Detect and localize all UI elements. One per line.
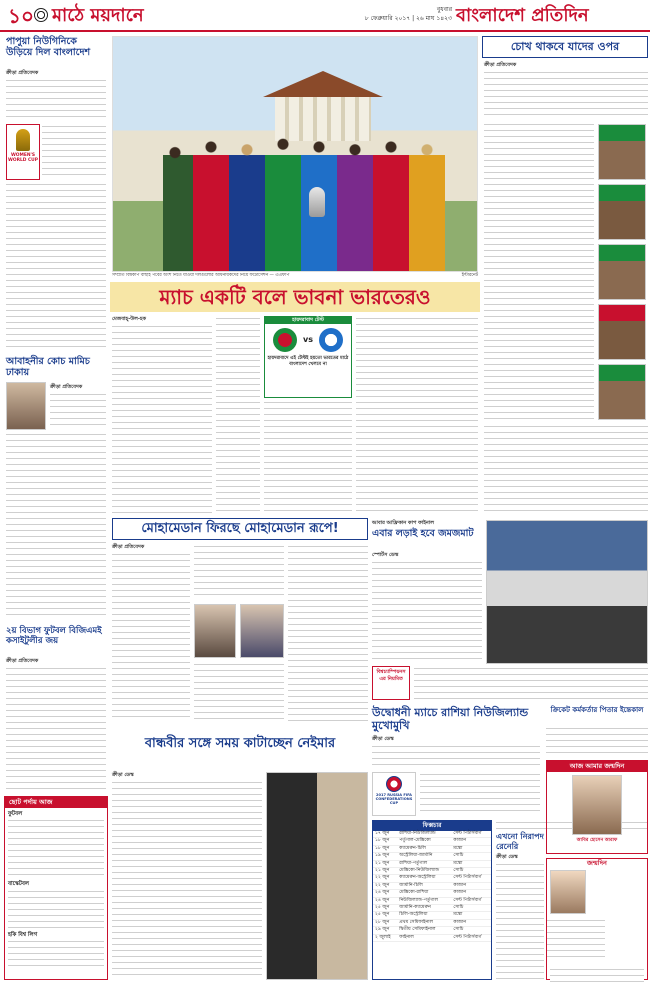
reneri-headline: এখনো নিরাপদ রেনেরি: [496, 832, 544, 851]
fixture-date: ২৫ জুন: [373, 912, 397, 919]
fixture-row: [373, 912, 491, 919]
russia-body-2: [420, 772, 540, 816]
birthday-box: [546, 760, 648, 854]
chokh-headline: চোখ থাকবে যাদের ওপর: [510, 40, 620, 53]
fixture-row: [373, 890, 491, 897]
coach-byline: ক্রীড়া প্রতিবেদক: [50, 384, 83, 390]
banner-byline: মেজবাহ্-উল-হক: [112, 316, 147, 322]
fixture-date: ২৪ জুন: [373, 890, 397, 897]
chokh-body-2: [484, 122, 594, 422]
russia-byline: ক্রীড়া ডেস্ক: [372, 736, 394, 742]
schedule-title: ছোট পর্দায় আজ: [5, 797, 107, 808]
russia-body: [372, 744, 540, 768]
bd-flag-icon: [273, 328, 297, 352]
mohamedan-byline: ক্রীড়া প্রতিবেদক: [112, 544, 145, 550]
fixture-row: [373, 934, 491, 941]
fixture-venue: সোচি: [451, 927, 491, 934]
mohamedan-photo-1: [194, 604, 236, 658]
fixture-match: রাশিয়া-নিউজিল্যান্ড: [397, 831, 451, 838]
schedule-list-basketball: [8, 889, 104, 929]
trophy-held: [309, 187, 325, 217]
india-body-4: [356, 316, 478, 514]
player-photo-3: [598, 244, 646, 300]
football-icon: [34, 8, 48, 22]
fixture-match: ফাইনাল: [397, 934, 451, 941]
fixture-match: জার্মানি-চিলি: [397, 882, 451, 889]
papua-body-3: [6, 182, 106, 350]
papua-body-2: [42, 124, 106, 180]
fixture-venue: সেন্ট পিটার্সবার্গ: [451, 831, 491, 838]
neymar-photo: [266, 772, 368, 980]
fixture-date: ২৮ জুন: [373, 919, 397, 926]
india-body-2: [216, 316, 260, 514]
fixture-row: [373, 838, 491, 845]
fixture-venue: সোচি: [451, 853, 491, 860]
mohamedan-headline-box: [112, 518, 368, 540]
birthday-headline: আজ আমার জন্মদিন: [547, 761, 647, 772]
fixture-venue: মস্কো: [451, 860, 491, 867]
section-title: মাঠে ময়দানে: [52, 5, 144, 26]
fixture-date: ২২ জুন: [373, 875, 397, 882]
fixture-date: ২৫ জুন: [373, 905, 397, 912]
fixture-match: পর্তুগাল-মেক্সিকো: [397, 838, 451, 845]
fixture-row: [373, 860, 491, 867]
fixture-row: [373, 882, 491, 889]
chokh-body-1: [484, 70, 648, 120]
fixture-date: ২৪ জুন: [373, 897, 397, 904]
fixture-venue: সেন্ট পিটার্সবার্গ: [451, 897, 491, 904]
main-photo: [112, 36, 478, 272]
schedule-list-hockey: [8, 939, 104, 969]
trophy-icon: [16, 129, 30, 151]
jamjamat-byline: স্পোর্টস ডেস্ক: [372, 552, 399, 558]
highlight-box: [372, 666, 410, 700]
photo-credit: ইন্টারনেট: [461, 273, 478, 278]
fixture-match: নিউজিল্যান্ড-পর্তুগাল: [397, 897, 451, 904]
fixture-match: প্রথম সেমিফাইনাল: [397, 919, 451, 926]
fixture-date: ২১ জুন: [373, 868, 397, 875]
coach-body: [50, 392, 106, 430]
fixture-date: ২ জুলাই: [373, 934, 397, 941]
fixture-date: ২২ জুন: [373, 882, 397, 889]
schedule-section-hockey: হকি বিশ্ব লিগ: [8, 931, 38, 938]
birthday-body: [547, 918, 605, 962]
fixture-date: ১৮ জুন: [373, 845, 397, 852]
schedule-section-basketball: বাস্কেটবল: [8, 881, 29, 888]
reneri-byline: ক্রীড়া ডেস্ক: [496, 854, 518, 860]
coach-body-2: [6, 432, 106, 620]
kashi-body: [6, 666, 106, 790]
masthead: বাংলাদেশ প্রতিদিন: [456, 5, 589, 26]
cricket-body: [546, 726, 648, 756]
fixture-row: [373, 845, 491, 852]
fixture-venue: কাজান: [451, 890, 491, 897]
main-photo-caption: সম্প্রতি বিশ্বকাপ বাছাই পর্বের অংশ নিতে যাওয়া দলগুলোর অধিনায়কদের নিয়ে ফটোসেশন — এএফপি: [112, 273, 290, 278]
mohamedan-body-2: [194, 544, 284, 600]
papua-byline: ক্রীড়া প্রতিবেদক: [6, 70, 39, 76]
birthday-box-2: [546, 858, 648, 980]
highlight-label: বিশ্বচ্যাম্পিয়নস এর নিয়মিত: [376, 669, 406, 682]
mohamedan-headline: মোহামেডান ফিরছে মোহামেডান রূপে!: [141, 521, 339, 536]
womens-world-cup-text: WOMEN'S WORLD CUP: [8, 153, 38, 163]
schedule-section-football: ফুটবল: [8, 811, 23, 817]
fixture-venue: মস্কো: [451, 845, 491, 852]
fixture-row: [373, 919, 491, 926]
chokh-body-3: [484, 424, 648, 514]
highlight-body: [414, 666, 648, 700]
fixture-venue: মস্কো: [451, 912, 491, 919]
india-body-1: [112, 324, 212, 514]
fixture-row: [373, 897, 491, 904]
player-photo-1: [598, 124, 646, 180]
player-photo-4: [598, 304, 646, 360]
confed-cup-text: 2017 RUSSIA FIFA CONFEDERATIONS CUP: [375, 793, 413, 806]
confed-ball-icon: [386, 776, 402, 792]
jamjamat-body: [372, 560, 482, 664]
birthday-label: জন্মদিন: [587, 859, 607, 867]
birthday-photo: [572, 775, 622, 835]
mohamedan-body-1: [112, 552, 190, 722]
fixture-venue: কাজান: [451, 882, 491, 889]
womens-world-cup-logo: [6, 124, 40, 180]
page-number: ১০: [8, 4, 34, 28]
fixture-venue: সেন্ট পিটার্সবার্গ: [451, 934, 491, 941]
russia-headline: উদ্বোধনী ম্যাচে রাশিয়া নিউজিল্যান্ড মুখোমুখি: [372, 706, 529, 732]
header-date: ৮ ফেব্রুয়ারি ২০১৭ | ২৬ মাঘ ১৪২৩: [364, 15, 452, 22]
fixture-date: ১৯ জুন: [373, 853, 397, 860]
jamjamat-kicker: আবার আফ্রিকান কাপ ফাইনাল: [372, 520, 434, 526]
fixture-match: ক্যামেরুন-চিলি: [397, 845, 451, 852]
neymar-byline: ক্রীড়া ডেস্ক: [112, 772, 134, 778]
fixture-date: ১৮ জুন: [373, 838, 397, 845]
fixture-date: ১৭ জুন: [373, 831, 397, 838]
fixture-match: মেক্সিকো-নিউজিল্যান্ড: [397, 868, 451, 875]
player-photo-5: [598, 364, 646, 420]
fixture-match: চিলি-অস্ট্রেলিয়া: [397, 912, 451, 919]
neymar-headline: বান্ধবীর সঙ্গে সময় কাটাচ্ছেন নেইমার: [144, 736, 336, 751]
fixture-table: [373, 831, 491, 942]
fixture-match: রাশিয়া-পর্তুগাল: [397, 860, 451, 867]
player-photo-2: [598, 184, 646, 240]
fixture-date: ২১ জুন: [373, 860, 397, 867]
confed-cup-logo: [372, 772, 416, 816]
fixture-box: [372, 820, 492, 980]
birthday-photo-2: [550, 870, 586, 914]
fixture-match: জার্মানি-ক্যামেরুন: [397, 905, 451, 912]
page-header: [0, 0, 650, 32]
schedule-box: [4, 796, 108, 980]
pavilion: [263, 71, 383, 141]
chokh-headline-box: [482, 36, 648, 58]
fixture-row: [373, 875, 491, 882]
fixture-venue: সোচি: [451, 868, 491, 875]
kashi-byline: ক্রীড়া প্রতিবেদক: [6, 658, 39, 664]
fixture-row: [373, 927, 491, 934]
fixture-title: ফিক্সচার: [373, 821, 491, 831]
mohamedan-body-3: [194, 662, 284, 722]
banner-headline: ম্যাচ একটি বলে ভাবনা ভারতেরও: [159, 285, 431, 309]
fixture-row: [373, 831, 491, 838]
india-logo-icon: [319, 328, 343, 352]
cricket-headline: ক্রিকেট কর্মকর্তার পিতার ইন্তেকাল: [550, 706, 644, 714]
fixture-venue: কাজান: [451, 838, 491, 845]
reneri-body: [496, 862, 544, 980]
fixture-row: [373, 853, 491, 860]
coach-photo: [6, 382, 46, 430]
vs-label: vs: [303, 335, 313, 344]
papua-body: [6, 78, 106, 122]
fixture-match: অস্ট্রেলিয়া-জার্মানি: [397, 853, 451, 860]
fixture-date: ২৯ জুন: [373, 927, 397, 934]
birthday-name: আবির হোসেন আরাফ: [576, 838, 618, 843]
header-day: বুধবার: [436, 6, 452, 13]
test-graphic-title: হায়দরাবাদ টেস্ট: [265, 317, 351, 324]
fixture-row: [373, 868, 491, 875]
jamjamat-headline: এবার লড়াই হবে জমজমাট: [372, 528, 474, 539]
birthday-body-2: [550, 967, 644, 984]
neymar-body: [112, 780, 262, 980]
test-graphic-note: হায়দরাবাদে এই টেস্টই হয়তো ভারতের মাঠে বাংলাদেশ খেলবে না: [267, 356, 349, 368]
fixture-venue: কাজান: [451, 919, 491, 926]
fixture-row: [373, 905, 491, 912]
fixture-venue: সোচি: [451, 905, 491, 912]
africa-cup-photo: [486, 520, 648, 664]
kashi-headline: ২য় বিভাগ ফুটবল বিজিএমই কসাইটুলীর জয়: [6, 626, 102, 646]
chokh-byline: ক্রীড়া প্রতিবেদক: [484, 62, 517, 68]
banner: [110, 282, 480, 312]
fixture-match: মেক্সিকো-রাশিয়া: [397, 890, 451, 897]
mohamedan-photo-2: [240, 604, 284, 658]
schedule-list-football: [8, 818, 104, 878]
header-rule: [0, 30, 650, 32]
coach-headline: আবাহনীর কোচ মামিচ ঢাকায়: [6, 356, 90, 378]
papua-headline: পাপুয়া নিউগিনিকে উড়িয়ে দিল বাংলাদেশ: [6, 36, 91, 58]
test-graphic: [264, 316, 352, 398]
fixture-match: দ্বিতীয় সেমিফাইনাল: [397, 927, 451, 934]
mohamedan-body-4: [288, 544, 368, 722]
india-body-3: [264, 400, 352, 514]
fixture-venue: সেন্ট পিটার্সবার্গ: [451, 875, 491, 882]
fixture-match: ক্যামেরুন-অস্ট্রেলিয়া: [397, 875, 451, 882]
